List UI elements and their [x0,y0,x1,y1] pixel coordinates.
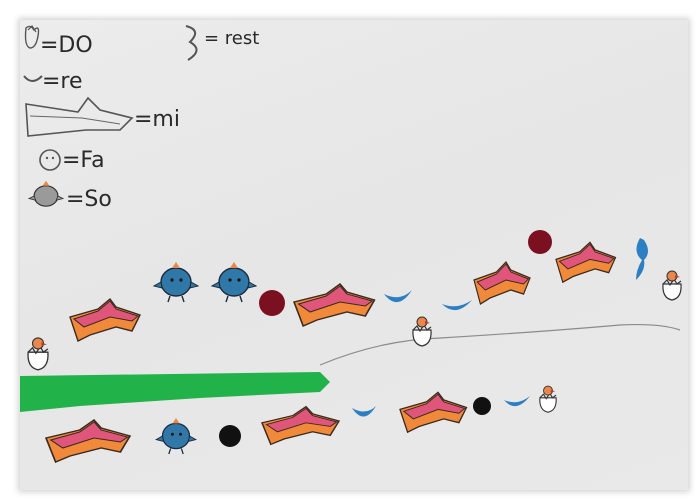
pencil-line [320,325,680,365]
legend-ball-icon [40,150,60,170]
legend-so-label: =So [66,187,112,212]
ball-icon [259,290,285,316]
crescent-icon [442,300,472,310]
legend-do-label: =DO [40,33,93,58]
rest-icon [636,238,648,280]
ball-icon [528,230,552,254]
bird-icon [212,262,256,302]
green-grass [20,372,330,412]
legend-crescent-icon [24,76,42,81]
legend-chick-icon [26,26,39,48]
chick-icon [663,271,681,300]
ball-icon [219,425,241,447]
fish-icon [474,262,530,304]
fish-icon [294,284,375,326]
crescent-icon [352,406,376,417]
legend-mi-label: =mi [134,107,180,132]
ball-icon [473,397,491,415]
chick-icon [540,386,556,412]
drawing-paper [20,20,688,490]
legend-fa-label: =Fa [62,148,105,173]
fish-icon [556,242,616,282]
legend-rest-icon [186,26,197,60]
crescent-icon [504,396,530,406]
legend-rest-label: = rest [204,28,260,49]
legend-re-label: =re [42,69,83,94]
legend-fish-icon [26,98,132,136]
crescent-icon [384,290,412,302]
fish-icon [70,299,140,341]
legend [24,26,259,212]
bird-icon [156,418,196,454]
legend-bird-icon [29,181,63,207]
chick-icon [413,317,431,346]
melody-row-1 [28,230,681,370]
fish-icon [262,407,339,445]
bird-icon [154,262,198,302]
drawing-canvas [20,20,688,490]
chick-icon [28,338,48,370]
fish-icon [400,392,467,432]
fish-icon [46,420,130,462]
